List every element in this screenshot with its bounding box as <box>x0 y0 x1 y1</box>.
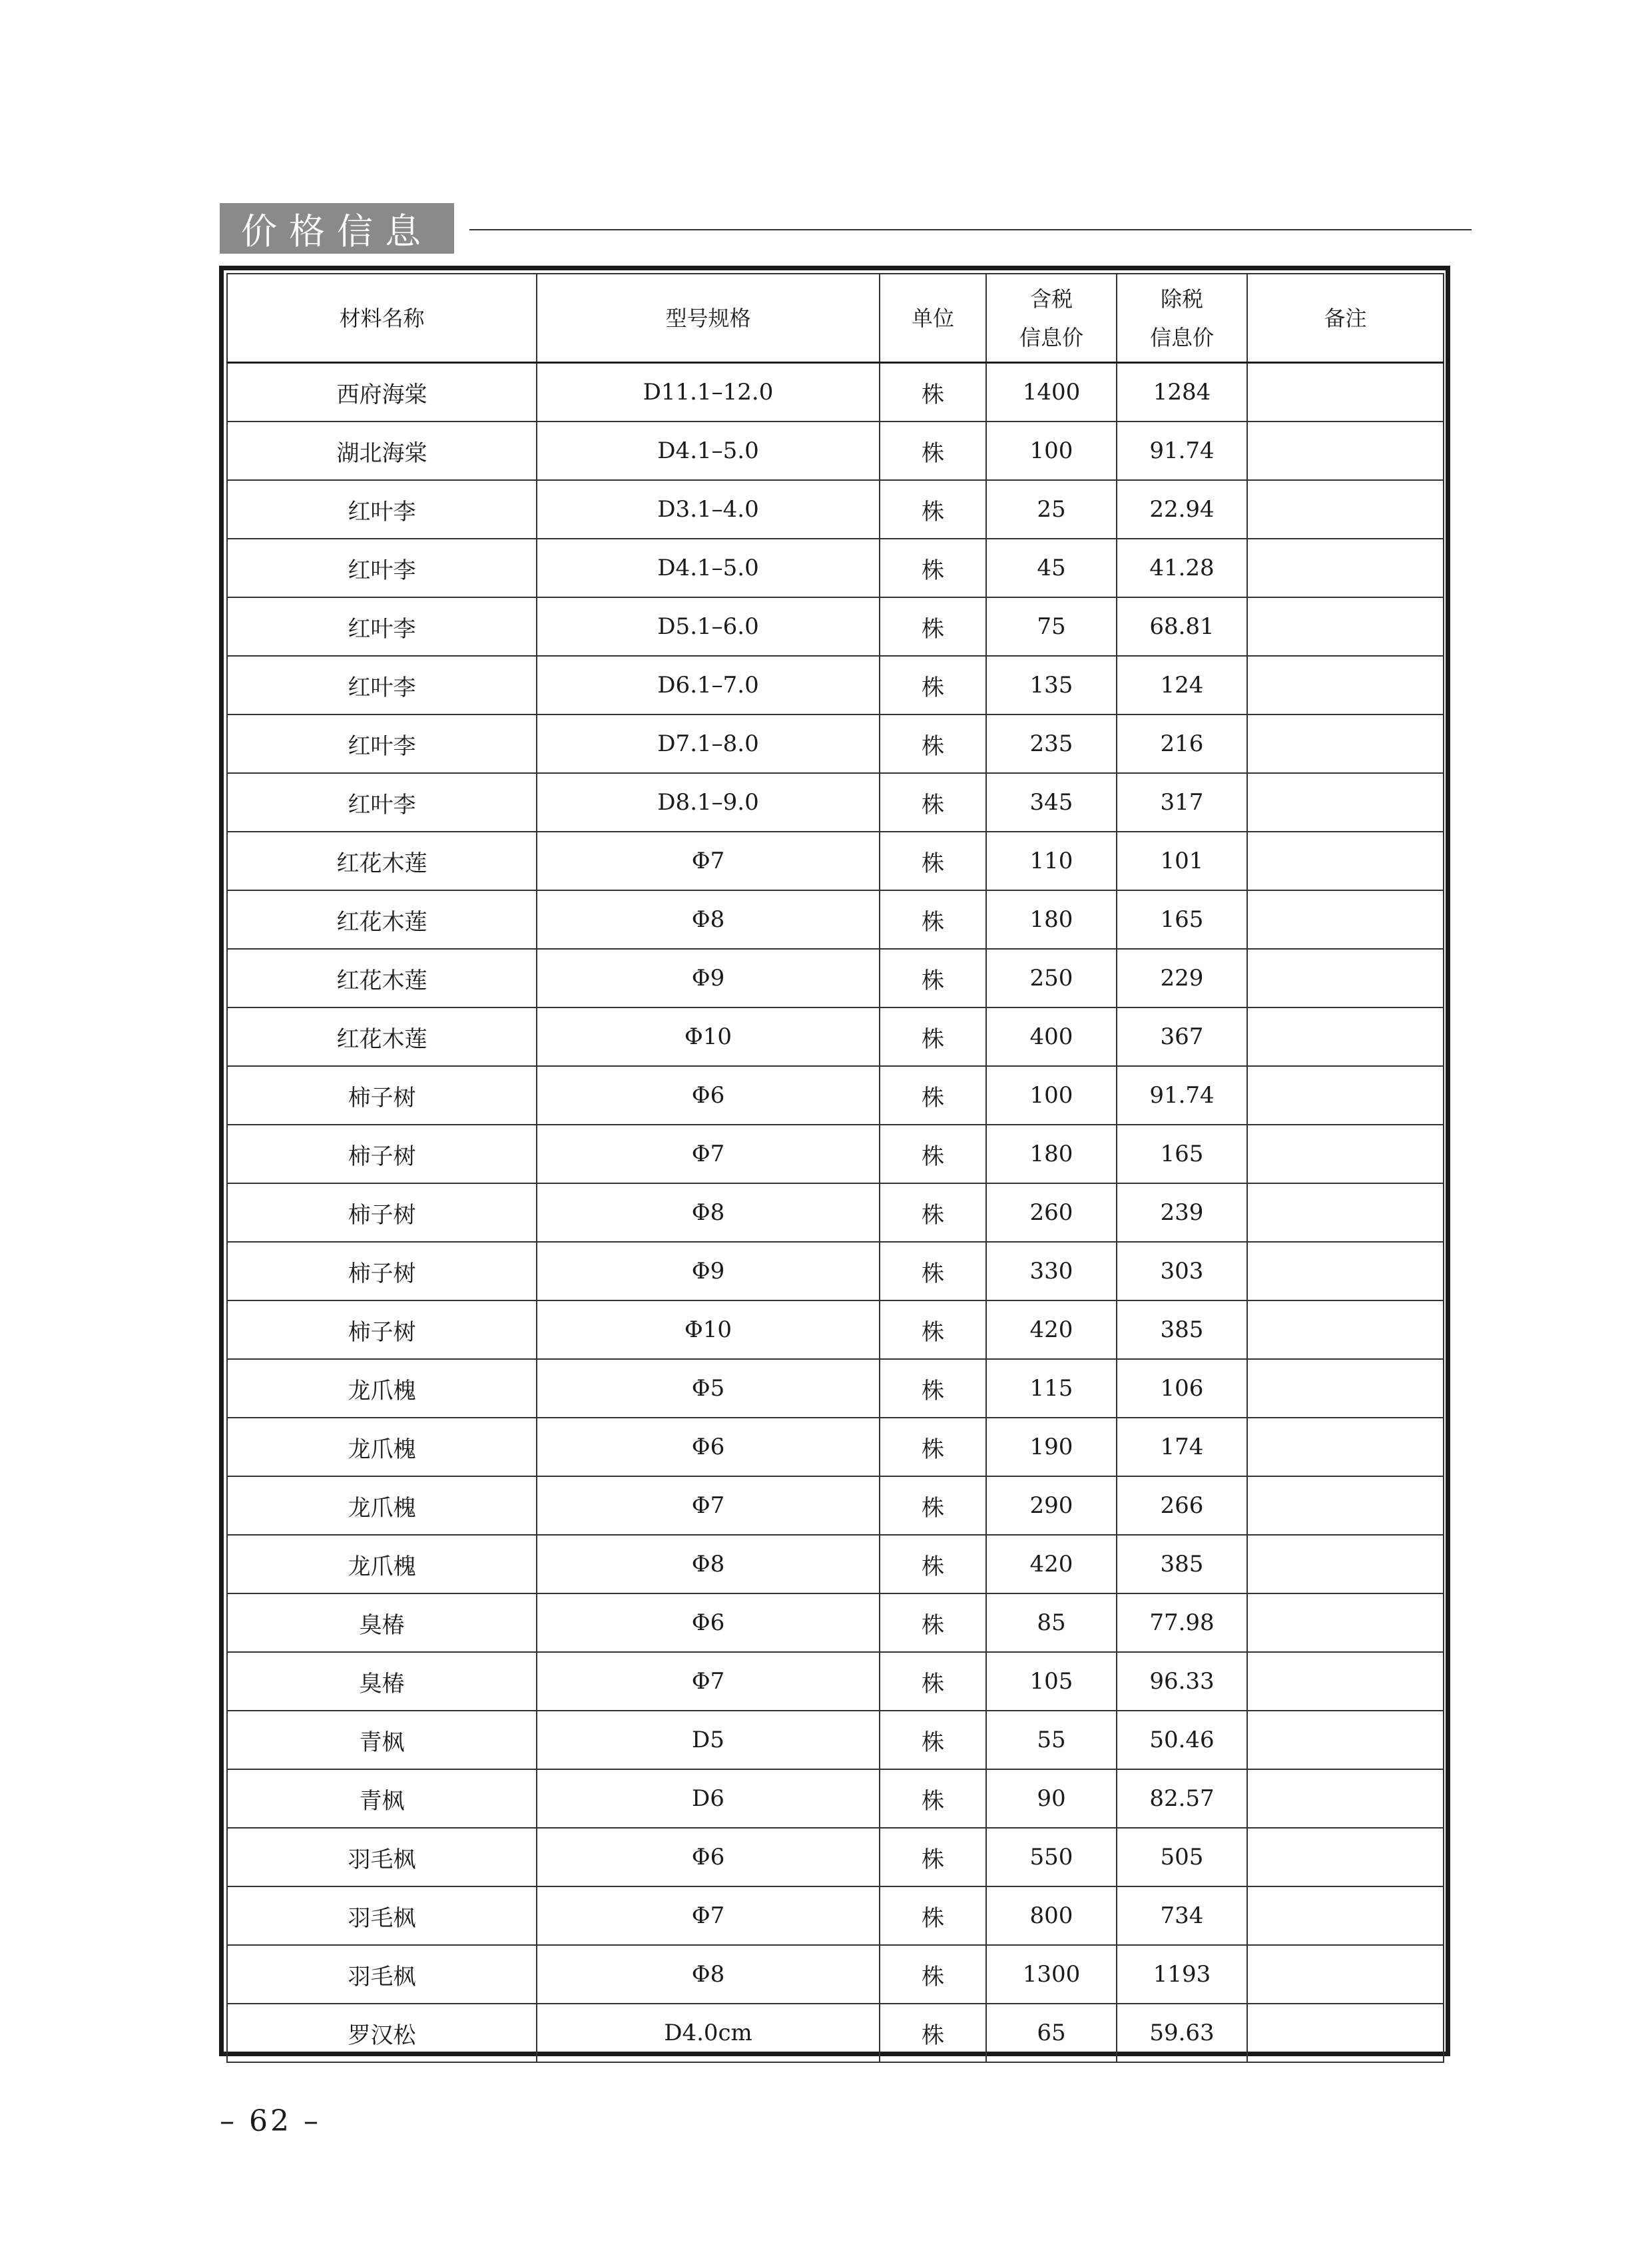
cell-price-without-tax: 41.28 <box>1117 539 1247 597</box>
cell-unit: 株 <box>880 2004 986 2062</box>
table-row <box>227 480 1444 539</box>
cell-price-with-tax: 330 <box>986 1242 1117 1300</box>
cell-material-name: 羽毛枫 <box>227 1945 537 2004</box>
cell-remarks <box>1247 714 1444 773</box>
cell-unit: 株 <box>880 422 986 480</box>
section-title: 价格信息 <box>220 203 454 254</box>
section-header <box>220 203 1472 256</box>
cell-material-name: 柿子树 <box>227 1066 537 1125</box>
cell-price-without-tax: 174 <box>1117 1418 1247 1476</box>
table-row <box>227 1125 1444 1183</box>
cell-unit: 株 <box>880 363 986 422</box>
cell-spec: Φ5 <box>537 1359 880 1418</box>
cell-material-name: 柿子树 <box>227 1242 537 1300</box>
cell-price-without-tax: 22.94 <box>1117 480 1247 539</box>
table-row <box>227 1828 1444 1886</box>
cell-unit: 株 <box>880 1769 986 1828</box>
cell-material-name: 红花木莲 <box>227 832 537 890</box>
cell-spec: D4.1–5.0 <box>537 422 880 480</box>
header-material-name: 材料名称 <box>227 274 537 363</box>
table-row <box>227 1359 1444 1418</box>
cell-spec: D6 <box>537 1769 880 1828</box>
cell-price-with-tax: 1400 <box>986 363 1117 422</box>
cell-material-name: 西府海棠 <box>227 363 537 422</box>
cell-material-name: 柿子树 <box>227 1125 537 1183</box>
table-row <box>227 1886 1444 1945</box>
cell-spec: Φ8 <box>537 1183 880 1242</box>
cell-price-without-tax: 124 <box>1117 656 1247 714</box>
table-body <box>227 363 1444 2063</box>
cell-price-without-tax: 50.46 <box>1117 1711 1247 1769</box>
cell-price-with-tax: 420 <box>986 1535 1117 1593</box>
cell-price-with-tax: 190 <box>986 1418 1117 1476</box>
cell-remarks <box>1247 1300 1444 1359</box>
cell-price-with-tax: 55 <box>986 1711 1117 1769</box>
price-table <box>226 273 1444 2063</box>
cell-spec: Φ9 <box>537 949 880 1007</box>
cell-material-name: 柿子树 <box>227 1300 537 1359</box>
cell-price-with-tax: 110 <box>986 832 1117 890</box>
cell-spec: Φ6 <box>537 1593 880 1652</box>
cell-remarks <box>1247 1125 1444 1183</box>
cell-unit: 株 <box>880 1711 986 1769</box>
cell-material-name: 青枫 <box>227 1711 537 1769</box>
cell-price-with-tax: 85 <box>986 1593 1117 1652</box>
cell-spec: Φ10 <box>537 1300 880 1359</box>
cell-spec: D6.1–7.0 <box>537 656 880 714</box>
cell-unit: 株 <box>880 714 986 773</box>
cell-unit: 株 <box>880 656 986 714</box>
cell-spec: D8.1–9.0 <box>537 773 880 832</box>
cell-price-with-tax: 65 <box>986 2004 1117 2062</box>
cell-remarks <box>1247 949 1444 1007</box>
cell-price-with-tax: 90 <box>986 1769 1117 1828</box>
cell-remarks <box>1247 1652 1444 1711</box>
cell-price-with-tax: 100 <box>986 422 1117 480</box>
header-spec: 型号规格 <box>537 274 880 363</box>
cell-price-with-tax: 25 <box>986 480 1117 539</box>
table-row <box>227 363 1444 422</box>
header-price-without-tax: 除税 信息价 <box>1117 274 1247 363</box>
cell-remarks <box>1247 1945 1444 2004</box>
cell-remarks <box>1247 1535 1444 1593</box>
cell-material-name: 龙爪槐 <box>227 1476 537 1535</box>
cell-spec: Φ9 <box>537 1242 880 1300</box>
cell-price-with-tax: 345 <box>986 773 1117 832</box>
cell-unit: 株 <box>880 832 986 890</box>
cell-spec: Φ7 <box>537 1652 880 1711</box>
table-row <box>227 597 1444 656</box>
cell-remarks <box>1247 1183 1444 1242</box>
table-row <box>227 832 1444 890</box>
cell-material-name: 柿子树 <box>227 1183 537 1242</box>
cell-price-without-tax: 367 <box>1117 1007 1247 1066</box>
cell-price-without-tax: 385 <box>1117 1300 1247 1359</box>
cell-material-name: 红叶李 <box>227 773 537 832</box>
cell-remarks <box>1247 1476 1444 1535</box>
cell-price-without-tax: 317 <box>1117 773 1247 832</box>
cell-remarks <box>1247 597 1444 656</box>
cell-price-without-tax: 216 <box>1117 714 1247 773</box>
cell-price-without-tax: 229 <box>1117 949 1247 1007</box>
cell-price-with-tax: 135 <box>986 656 1117 714</box>
cell-remarks <box>1247 890 1444 949</box>
cell-price-without-tax: 505 <box>1117 1828 1247 1886</box>
cell-material-name: 罗汉松 <box>227 2004 537 2062</box>
cell-price-without-tax: 165 <box>1117 1125 1247 1183</box>
cell-spec: Φ6 <box>537 1066 880 1125</box>
cell-unit: 株 <box>880 1125 986 1183</box>
table-row <box>227 1593 1444 1652</box>
cell-remarks <box>1247 1769 1444 1828</box>
cell-remarks <box>1247 1593 1444 1652</box>
cell-remarks <box>1247 480 1444 539</box>
table-row <box>227 1652 1444 1711</box>
table-row <box>227 949 1444 1007</box>
cell-material-name: 龙爪槐 <box>227 1418 537 1476</box>
table-row <box>227 1418 1444 1476</box>
table-row <box>227 1183 1444 1242</box>
table-row <box>227 1300 1444 1359</box>
table-row <box>227 890 1444 949</box>
table-row <box>227 1066 1444 1125</box>
table-row <box>227 714 1444 773</box>
cell-price-without-tax: 59.63 <box>1117 2004 1247 2062</box>
cell-unit: 株 <box>880 1945 986 2004</box>
cell-price-with-tax: 100 <box>986 1066 1117 1125</box>
cell-remarks <box>1247 773 1444 832</box>
cell-unit: 株 <box>880 1886 986 1945</box>
cell-price-with-tax: 180 <box>986 890 1117 949</box>
table-row <box>227 1476 1444 1535</box>
cell-remarks <box>1247 1066 1444 1125</box>
cell-unit: 株 <box>880 1593 986 1652</box>
cell-material-name: 湖北海棠 <box>227 422 537 480</box>
table-header-row <box>227 274 1444 363</box>
cell-remarks <box>1247 1359 1444 1418</box>
cell-unit: 株 <box>880 1300 986 1359</box>
cell-spec: Φ8 <box>537 890 880 949</box>
cell-unit: 株 <box>880 890 986 949</box>
cell-spec: Φ7 <box>537 1125 880 1183</box>
cell-unit: 株 <box>880 1183 986 1242</box>
cell-spec: Φ10 <box>537 1007 880 1066</box>
table-row <box>227 656 1444 714</box>
cell-remarks <box>1247 363 1444 422</box>
table-row <box>227 1769 1444 1828</box>
cell-price-with-tax: 800 <box>986 1886 1117 1945</box>
cell-spec: D4.0cm <box>537 2004 880 2062</box>
cell-remarks <box>1247 1711 1444 1769</box>
cell-price-with-tax: 550 <box>986 1828 1117 1886</box>
cell-material-name: 红叶李 <box>227 714 537 773</box>
cell-material-name: 臭椿 <box>227 1593 537 1652</box>
cell-spec: D7.1–8.0 <box>537 714 880 773</box>
cell-remarks <box>1247 656 1444 714</box>
header-remarks: 备注 <box>1247 274 1444 363</box>
table-row <box>227 773 1444 832</box>
cell-price-with-tax: 115 <box>986 1359 1117 1418</box>
cell-remarks <box>1247 2004 1444 2062</box>
cell-spec: D4.1–5.0 <box>537 539 880 597</box>
cell-spec: Φ6 <box>537 1418 880 1476</box>
cell-unit: 株 <box>880 1066 986 1125</box>
table-row <box>227 1711 1444 1769</box>
cell-material-name: 龙爪槐 <box>227 1359 537 1418</box>
cell-unit: 株 <box>880 1242 986 1300</box>
cell-price-without-tax: 91.74 <box>1117 1066 1247 1125</box>
cell-spec: Φ8 <box>537 1535 880 1593</box>
cell-material-name: 红叶李 <box>227 539 537 597</box>
cell-price-with-tax: 420 <box>986 1300 1117 1359</box>
cell-material-name: 臭椿 <box>227 1652 537 1711</box>
table-row <box>227 1535 1444 1593</box>
cell-unit: 株 <box>880 480 986 539</box>
cell-price-without-tax: 1284 <box>1117 363 1247 422</box>
cell-remarks <box>1247 539 1444 597</box>
cell-unit: 株 <box>880 1476 986 1535</box>
cell-price-without-tax: 77.98 <box>1117 1593 1247 1652</box>
cell-material-name: 红花木莲 <box>227 1007 537 1066</box>
cell-unit: 株 <box>880 1007 986 1066</box>
cell-price-with-tax: 400 <box>986 1007 1117 1066</box>
cell-price-without-tax: 1193 <box>1117 1945 1247 2004</box>
cell-price-without-tax: 68.81 <box>1117 597 1247 656</box>
cell-material-name: 红花木莲 <box>227 890 537 949</box>
cell-spec: Φ8 <box>537 1945 880 2004</box>
table-row <box>227 539 1444 597</box>
cell-unit: 株 <box>880 597 986 656</box>
cell-price-without-tax: 82.57 <box>1117 1769 1247 1828</box>
cell-price-with-tax: 235 <box>986 714 1117 773</box>
cell-spec: D3.1–4.0 <box>537 480 880 539</box>
cell-material-name: 红花木莲 <box>227 949 537 1007</box>
header-price-with-tax: 含税 信息价 <box>986 274 1117 363</box>
cell-unit: 株 <box>880 773 986 832</box>
cell-unit: 株 <box>880 1652 986 1711</box>
table-row <box>227 1007 1444 1066</box>
cell-material-name: 红叶李 <box>227 656 537 714</box>
table-row <box>227 2004 1444 2062</box>
cell-price-without-tax: 101 <box>1117 832 1247 890</box>
cell-material-name: 羽毛枫 <box>227 1828 537 1886</box>
cell-price-with-tax: 45 <box>986 539 1117 597</box>
price-table-frame <box>219 266 1450 2056</box>
cell-material-name: 青枫 <box>227 1769 537 1828</box>
cell-remarks <box>1247 1007 1444 1066</box>
cell-spec: Φ6 <box>537 1828 880 1886</box>
cell-material-name: 红叶李 <box>227 480 537 539</box>
cell-price-with-tax: 250 <box>986 949 1117 1007</box>
cell-unit: 株 <box>880 539 986 597</box>
cell-remarks <box>1247 1418 1444 1476</box>
cell-spec: Φ7 <box>537 832 880 890</box>
cell-price-without-tax: 266 <box>1117 1476 1247 1535</box>
cell-unit: 株 <box>880 1828 986 1886</box>
cell-price-without-tax: 303 <box>1117 1242 1247 1300</box>
cell-price-without-tax: 96.33 <box>1117 1652 1247 1711</box>
cell-material-name: 羽毛枫 <box>227 1886 537 1945</box>
table-row <box>227 1945 1444 2004</box>
cell-price-without-tax: 165 <box>1117 890 1247 949</box>
cell-spec: Φ7 <box>537 1886 880 1945</box>
cell-unit: 株 <box>880 1359 986 1418</box>
cell-price-without-tax: 91.74 <box>1117 422 1247 480</box>
cell-material-name: 红叶李 <box>227 597 537 656</box>
cell-spec: D11.1–12.0 <box>537 363 880 422</box>
cell-material-name: 龙爪槐 <box>227 1535 537 1593</box>
cell-spec: D5 <box>537 1711 880 1769</box>
cell-price-with-tax: 180 <box>986 1125 1117 1183</box>
cell-price-without-tax: 239 <box>1117 1183 1247 1242</box>
table-row <box>227 422 1444 480</box>
cell-price-without-tax: 106 <box>1117 1359 1247 1418</box>
table-row <box>227 1242 1444 1300</box>
cell-price-with-tax: 260 <box>986 1183 1117 1242</box>
cell-remarks <box>1247 832 1444 890</box>
cell-price-without-tax: 734 <box>1117 1886 1247 1945</box>
cell-price-without-tax: 385 <box>1117 1535 1247 1593</box>
header-rule <box>469 229 1472 230</box>
cell-spec: D5.1–6.0 <box>537 597 880 656</box>
cell-price-with-tax: 1300 <box>986 1945 1117 2004</box>
cell-unit: 株 <box>880 1418 986 1476</box>
cell-price-with-tax: 290 <box>986 1476 1117 1535</box>
cell-unit: 株 <box>880 949 986 1007</box>
cell-remarks <box>1247 1886 1444 1945</box>
page-number: – 62 – <box>220 2104 321 2138</box>
cell-remarks <box>1247 422 1444 480</box>
cell-remarks <box>1247 1828 1444 1886</box>
cell-unit: 株 <box>880 1535 986 1593</box>
cell-price-with-tax: 75 <box>986 597 1117 656</box>
header-unit: 单位 <box>880 274 986 363</box>
cell-remarks <box>1247 1242 1444 1300</box>
cell-spec: Φ7 <box>537 1476 880 1535</box>
cell-price-with-tax: 105 <box>986 1652 1117 1711</box>
